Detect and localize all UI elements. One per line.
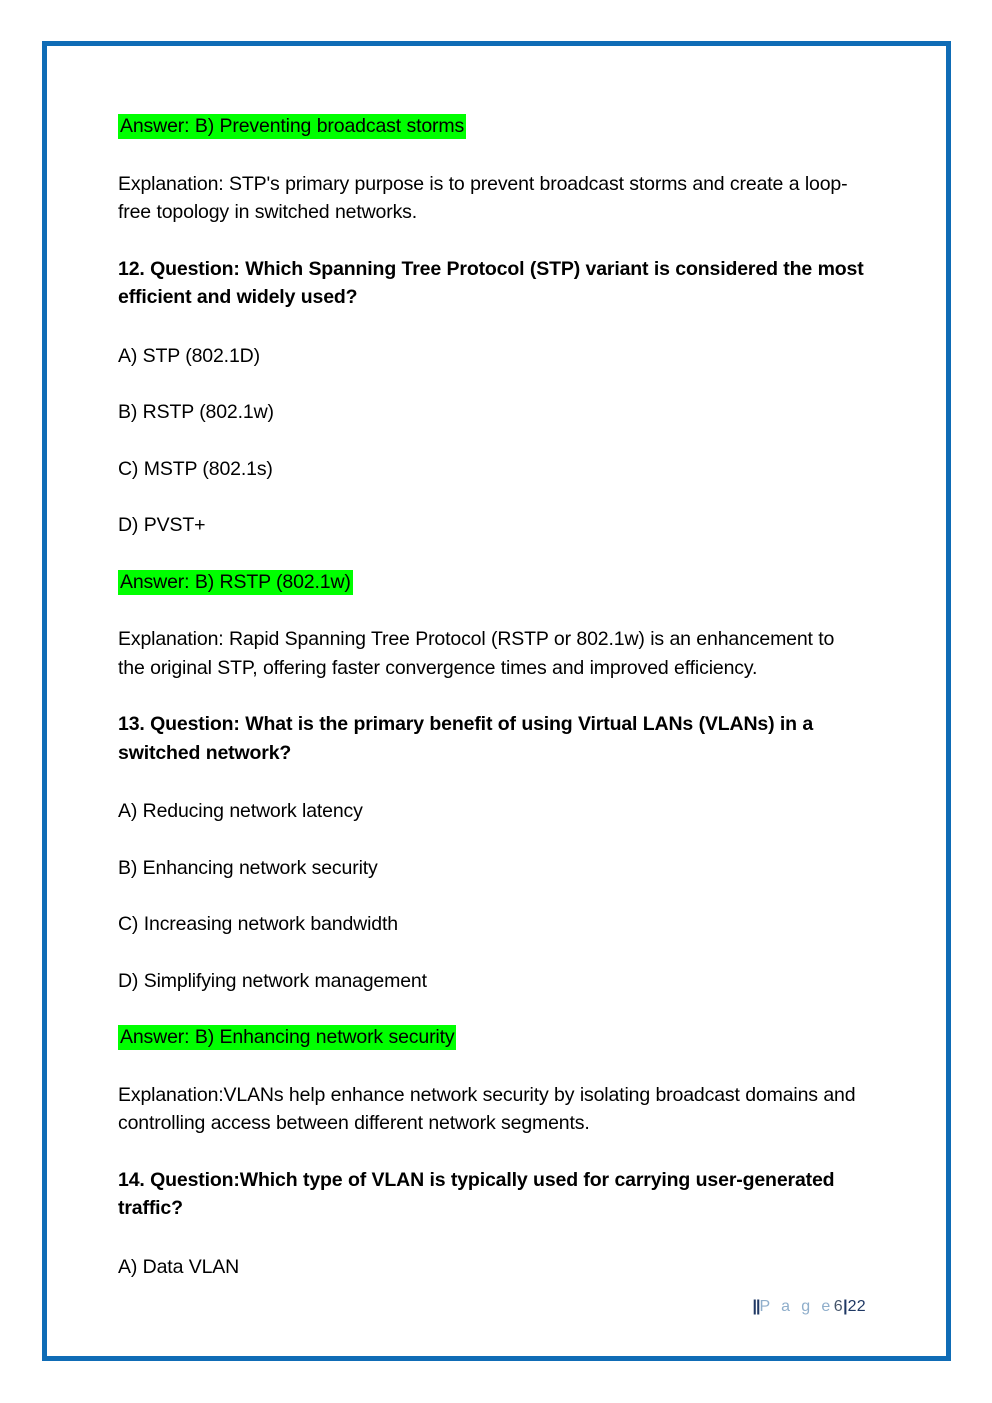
- footer-page-number: 6: [833, 1298, 844, 1315]
- q12-option-d: D) PVST+: [118, 514, 206, 536]
- q13-option-d: D) Simplifying network management: [118, 969, 427, 992]
- footer-page-word: P a g e: [759, 1298, 834, 1315]
- answer-highlight-q12: Answer: B) RSTP (802.1w): [120, 570, 351, 593]
- answer-highlight-q13: Answer: B) Enhancing network security: [120, 1026, 455, 1048]
- footer-bars: ||: [752, 1298, 760, 1315]
- q13-option-c: C) Increasing network bandwidth: [118, 913, 398, 935]
- explanation-q11: Explanation: STP's primary purpose is to prevent broadcast storms and create a loop-free topology in switched networks.: [118, 172, 848, 223]
- q14-option-a: A) Data VLAN: [118, 1255, 240, 1278]
- footer-separator: |: [843, 1298, 848, 1315]
- answer-highlight-q11: Answer: B) Preventing broadcast storms: [120, 115, 465, 137]
- q12-option-c: C) MSTP (802.1s): [118, 457, 273, 480]
- answer-line-q12: [118, 568, 866, 597]
- q13-option-b: B) Enhancing network security: [118, 856, 378, 879]
- question-12-heading: 12. Question: Which Spanning Tree Protocol (STP) variant is considered the most efficient and widely used?: [118, 257, 864, 308]
- q13-option-a: A) Reducing network latency: [118, 800, 363, 822]
- q12-option-a: A) STP (802.1D): [118, 344, 260, 367]
- page-footer: [118, 1296, 866, 1318]
- explanation-q13: Explanation:VLANs help enhance network security by isolating broadcast domains and controlling access between different network segments.: [118, 1083, 856, 1134]
- page-content: [118, 112, 866, 1309]
- q12-option-b: B) RSTP (802.1w): [118, 401, 274, 423]
- question-13-heading: 13. Question: What is the primary benefit of using Virtual LANs (VLANs) in a switched network?: [118, 713, 814, 764]
- question-14-heading: 14. Question:Which type of VLAN is typically used for carrying user-generated traffic?: [118, 1168, 835, 1219]
- footer-total-pages: 22: [847, 1298, 866, 1315]
- answer-line-q11: [118, 112, 866, 141]
- explanation-q12: Explanation: Rapid Spanning Tree Protocol (RSTP or 802.1w) is an enhancement to the original STP, offering faster convergence times and improved efficiency.: [118, 628, 835, 679]
- answer-line-q13: [118, 1023, 866, 1052]
